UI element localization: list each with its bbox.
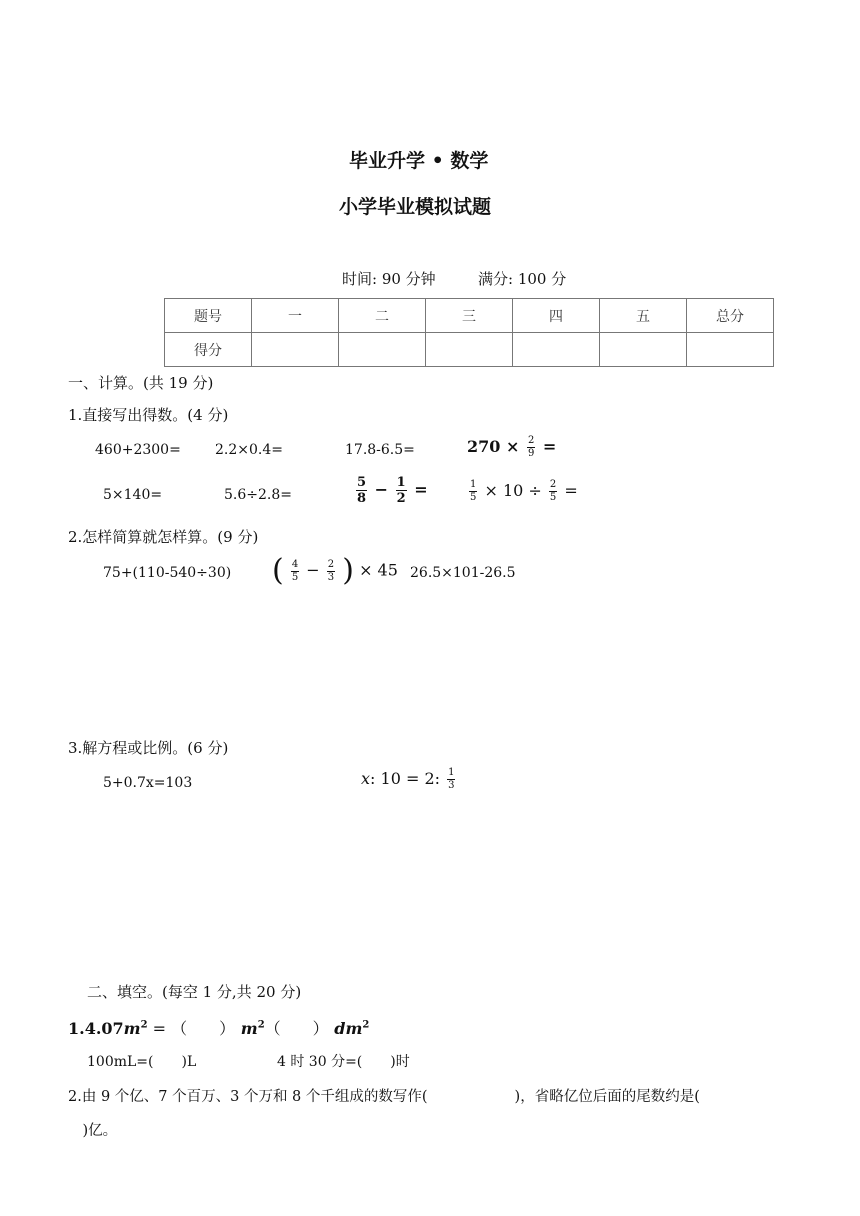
fraction bbox=[447, 768, 455, 791]
score-entry-cell[interactable] bbox=[513, 333, 600, 367]
math-text: ( bbox=[272, 553, 284, 588]
math-text: 2 bbox=[257, 1019, 265, 1031]
denominator: 9 bbox=[527, 448, 535, 459]
calc-item-fraction bbox=[467, 436, 556, 459]
calc-item-fraction bbox=[272, 553, 398, 588]
time-info: 时间: 90 分钟 bbox=[342, 270, 436, 288]
math-text: dm bbox=[334, 1019, 363, 1038]
denominator: 3 bbox=[327, 571, 335, 583]
fraction bbox=[396, 476, 407, 505]
math-text: − bbox=[306, 560, 320, 580]
q1-prompt: 1.直接写出得数。(4 分) bbox=[68, 406, 229, 424]
calc-item: 2.2×0.4= bbox=[215, 442, 283, 458]
score-table bbox=[164, 298, 774, 367]
score-entry-cell[interactable] bbox=[687, 333, 774, 367]
score-entry-cell[interactable] bbox=[426, 333, 513, 367]
calc-item: 5.6÷2.8= bbox=[224, 487, 292, 503]
numerator: 5 bbox=[357, 475, 367, 490]
math-text: ) bbox=[342, 553, 354, 588]
fill-q2-line2: )亿。 bbox=[68, 1123, 118, 1139]
math-text: m bbox=[240, 1019, 258, 1038]
fill-item: 4 时 30 分=( )时 bbox=[277, 1054, 410, 1070]
fill-item: 100mL=( )L bbox=[87, 1054, 197, 1070]
fill-q2-line1: 2.由 9 个亿、7 个百万、3 个万和 8 个千组成的数写作( )，省略亿位后面的尾数约是( bbox=[68, 1089, 700, 1105]
calc-item: 17.8-6.5= bbox=[345, 442, 415, 458]
calc-item: 75+(110-540÷30) bbox=[103, 565, 232, 581]
denominator: 3 bbox=[448, 780, 455, 791]
math-text: m bbox=[123, 1019, 141, 1038]
calc-item: 5+0.7x=103 bbox=[103, 775, 193, 791]
score-entry-cell[interactable] bbox=[339, 333, 426, 367]
denominator: 8 bbox=[357, 491, 367, 506]
score-table-score-row bbox=[165, 333, 774, 367]
exam-title: 小学毕业模拟试题 bbox=[339, 196, 492, 218]
table-cell: 三 bbox=[426, 299, 513, 333]
numerator: 1 bbox=[396, 475, 406, 490]
math-text: = bbox=[414, 480, 428, 499]
math-text: × bbox=[505, 437, 520, 456]
numerator: 2 bbox=[549, 479, 557, 490]
table-cell: 总分 bbox=[687, 299, 774, 333]
score-entry-cell[interactable] bbox=[252, 333, 339, 367]
table-cell: 二 bbox=[339, 299, 426, 333]
numerator: 2 bbox=[527, 435, 535, 446]
table-cell: 得分 bbox=[165, 333, 252, 367]
calc-item-fraction bbox=[467, 480, 578, 503]
fill-q1 bbox=[68, 1016, 369, 1039]
math-text: × 10 ÷ bbox=[484, 481, 542, 500]
calc-item-fraction bbox=[354, 476, 428, 505]
section1-heading: 一、计算。(共 19 分) bbox=[68, 374, 214, 392]
math-text: 2 bbox=[362, 1019, 370, 1031]
denominator: 5 bbox=[470, 492, 477, 503]
math-text: 1.4.07 bbox=[68, 1019, 124, 1038]
section2-heading: 二、填空。(每空 1 分,共 20 分) bbox=[87, 983, 302, 1001]
calc-item: 460+2300= bbox=[95, 442, 181, 458]
score-info: 满分: 100 分 bbox=[478, 270, 567, 288]
q2-prompt: 2.怎样简算就怎样算。(9 分) bbox=[68, 528, 259, 546]
calc-item-fraction bbox=[361, 768, 457, 791]
math-text: = bbox=[542, 437, 557, 456]
table-cell: 四 bbox=[513, 299, 600, 333]
numerator: 1 bbox=[448, 767, 455, 778]
numerator: 2 bbox=[327, 558, 335, 570]
fraction bbox=[527, 436, 535, 459]
fraction bbox=[356, 476, 367, 505]
exam-series-title: 毕业升学 • 数学 bbox=[349, 150, 489, 172]
numerator: 1 bbox=[470, 479, 477, 490]
math-text: = bbox=[564, 481, 578, 500]
fraction bbox=[291, 560, 299, 583]
table-cell: 题号 bbox=[165, 299, 252, 333]
fraction bbox=[469, 480, 477, 503]
math-text: 2 bbox=[140, 1019, 148, 1031]
calc-item: 5×140= bbox=[103, 487, 163, 503]
numerator: 4 bbox=[291, 558, 299, 570]
denominator: 5 bbox=[549, 492, 557, 503]
math-text: − bbox=[374, 480, 389, 499]
math-text: 270 bbox=[467, 437, 501, 456]
math-text: : 10 = 2: bbox=[370, 769, 441, 788]
denominator: 5 bbox=[291, 571, 299, 583]
denominator: 2 bbox=[396, 491, 406, 506]
math-text: = （ ） bbox=[147, 1019, 236, 1038]
fraction bbox=[549, 480, 557, 503]
q3-prompt: 3.解方程或比例。(6 分) bbox=[68, 739, 229, 757]
calc-item: 26.5×101-26.5 bbox=[410, 565, 516, 581]
table-cell: 一 bbox=[252, 299, 339, 333]
fraction bbox=[327, 560, 335, 583]
math-text: × 45 bbox=[359, 560, 398, 580]
table-cell: 五 bbox=[600, 299, 687, 333]
math-text: （ ） bbox=[264, 1019, 329, 1038]
math-text: x bbox=[361, 769, 371, 788]
score-table-header-row bbox=[165, 299, 774, 333]
score-entry-cell[interactable] bbox=[600, 333, 687, 367]
